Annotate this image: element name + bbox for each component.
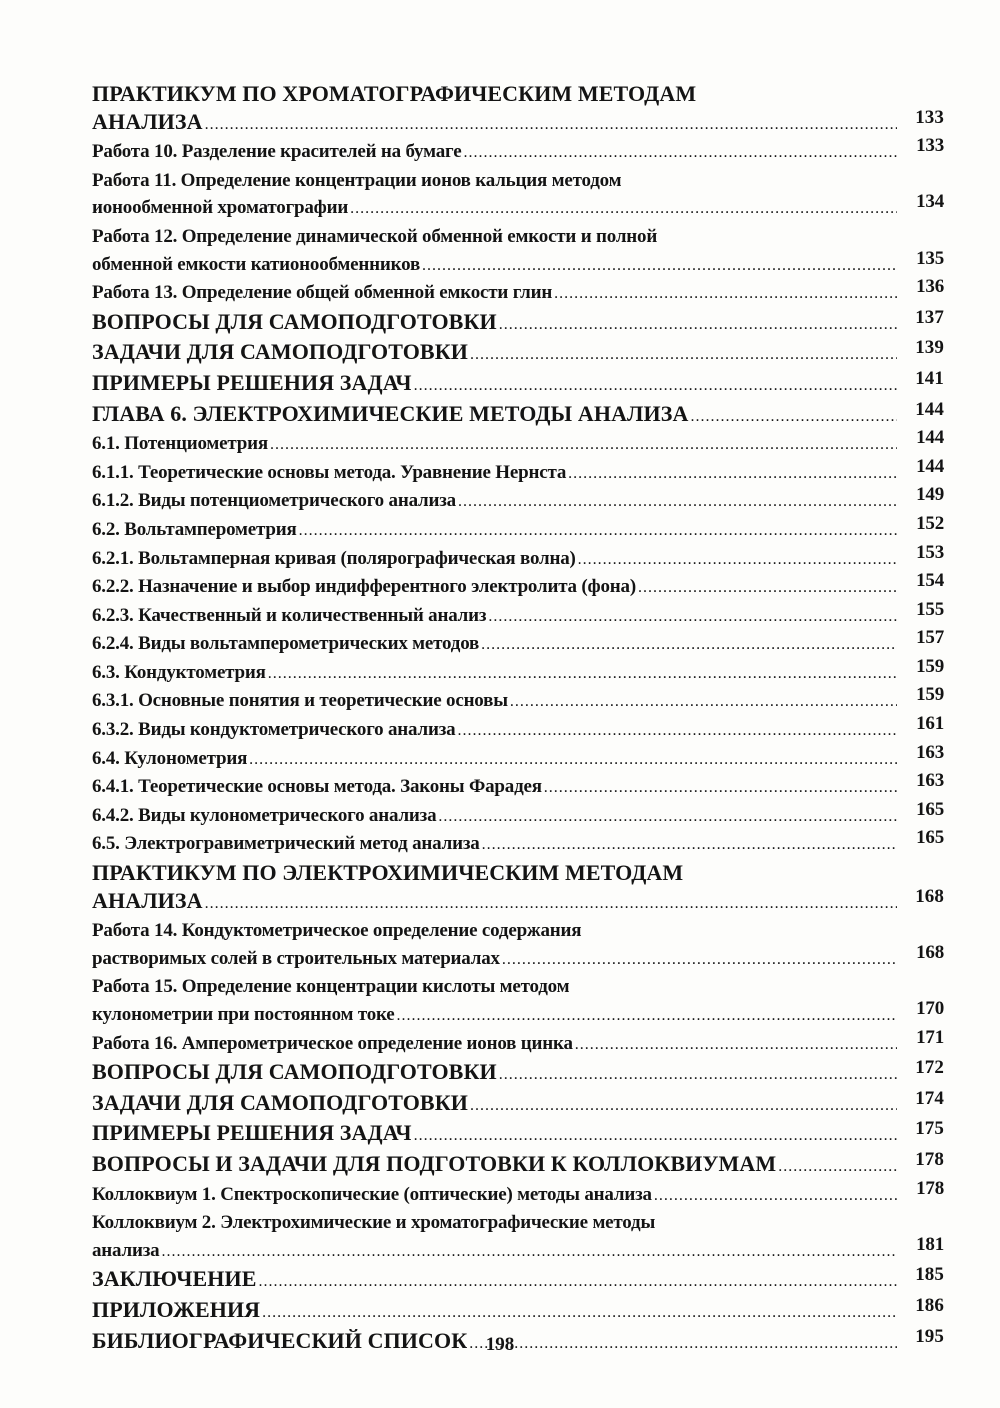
toc-entry-line (92, 941, 944, 974)
toc-entry-page: 144 (915, 398, 944, 420)
toc-entry-line (92, 276, 944, 308)
toc-entry (92, 276, 944, 308)
toc-entry-title: ионообменной хроматографии (92, 197, 349, 219)
toc-entry-title: 6.4.1. Теоретические основы метода. Законы Фарадея (92, 776, 542, 798)
toc-entry-title: растворимых солей в строительных материалах (92, 947, 500, 969)
toc-entry (92, 541, 944, 574)
toc-entry (92, 917, 944, 973)
toc-entry-page: 195 (915, 1325, 944, 1347)
toc-entry-page: 165 (916, 827, 944, 849)
toc-entry-page: 157 (916, 627, 944, 649)
dot-leader (350, 195, 897, 223)
dot-leader (554, 280, 897, 308)
dot-leader (205, 111, 897, 139)
dot-leader (161, 1238, 897, 1266)
table-of-contents (92, 80, 944, 1357)
toc-entry-line (92, 108, 944, 139)
toc-entry (92, 1265, 944, 1296)
page-number: 198 (485, 1334, 515, 1355)
toc-entry (92, 1150, 944, 1181)
dot-leader (205, 890, 897, 918)
dot-leader (499, 311, 897, 339)
toc-entry-line (92, 1058, 944, 1089)
toc-entry-page: 154 (916, 570, 944, 592)
toc-entry-title: ВОПРОСЫ ДЛЯ САМОПОДГОТОВКИ (92, 308, 497, 334)
toc-entry (92, 80, 944, 138)
dot-leader (690, 403, 897, 431)
toc-entry-page: 153 (916, 541, 944, 563)
toc-entry-line (92, 369, 944, 400)
toc-entry-line (92, 1026, 944, 1059)
toc-entry (92, 1177, 944, 1210)
toc-entry (92, 1058, 944, 1089)
toc-entry-page: 168 (916, 941, 944, 963)
toc-entry-page: 172 (915, 1057, 944, 1079)
toc-entry-line (92, 308, 944, 339)
toc-entry-line (92, 135, 944, 167)
toc-entry-page: 144 (916, 455, 944, 477)
toc-entry-line (92, 741, 944, 774)
toc-entry-title: 6.4.2. Виды кулонометрического анализа (92, 804, 437, 826)
toc-entry-page: 186 (915, 1294, 944, 1316)
toc-entry-page: 139 (915, 337, 944, 359)
toc-entry-title: 6.3.1. Основные понятия и теоретические основы (92, 690, 508, 712)
dot-leader (470, 1092, 897, 1120)
dot-leader (568, 460, 897, 488)
toc-entry (92, 859, 944, 917)
dot-leader (299, 517, 897, 545)
toc-entry-page: 170 (916, 998, 944, 1019)
dot-leader (262, 1299, 897, 1327)
toc-entry-title-line: Коллоквиум 2. Электрохимические и хроматографические методы (92, 1212, 656, 1234)
toc-entry (92, 684, 944, 716)
toc-entry-title: Работа 10. Разделение красителей на бумаге (92, 141, 462, 163)
toc-entry-title: АНАЛИЗА (92, 108, 203, 134)
toc-entry-title-line: ПРАКТИКУМ ПО ЭЛЕКТРОХИМИЧЕСКИМ МЕТОДАМ (92, 860, 684, 886)
toc-entry-page: 133 (915, 106, 944, 128)
toc-entry-title: 6.2.3. Качественный и количественный анализ (92, 604, 487, 626)
toc-entry-page: 134 (916, 191, 944, 213)
toc-entry (92, 655, 944, 688)
dot-leader (457, 717, 897, 745)
dot-leader (778, 1153, 897, 1181)
toc-entry (92, 1296, 944, 1327)
toc-entry-title: 6.2.2. Назначение и выбор индифферентного электролита (фона) (92, 576, 636, 598)
toc-entry-line (92, 338, 944, 369)
dot-leader (482, 831, 897, 859)
dot-leader (481, 631, 897, 659)
toc-entry (92, 369, 944, 400)
toc-entry-line (92, 1177, 944, 1210)
toc-entry (92, 1026, 944, 1059)
toc-entry-page: 141 (915, 367, 944, 389)
toc-entry-page: 163 (916, 741, 944, 763)
dot-leader (397, 1002, 897, 1030)
dot-leader (463, 139, 897, 167)
toc-entry-title: Работа 13. Определение общей обменной емкости глин (92, 282, 553, 304)
toc-entry-page: 144 (916, 427, 944, 449)
toc-entry-line (92, 427, 944, 459)
toc-entry-title: обменной емкости катионообменников (92, 253, 421, 275)
toc-entry-line (92, 770, 944, 802)
toc-entry (92, 713, 944, 745)
toc-entry-line (92, 1296, 944, 1327)
toc-entry-line (92, 247, 944, 280)
toc-entry (92, 570, 944, 602)
toc-entry (92, 135, 944, 167)
toc-entry-page: 178 (915, 1148, 944, 1170)
toc-entry-title-line: Работа 11. Определение концентрации ионов кальция методом (92, 169, 622, 191)
toc-entry (92, 455, 944, 488)
dot-leader (458, 488, 897, 516)
toc-entry (92, 338, 944, 369)
dot-leader (575, 1031, 897, 1059)
toc-entry-line (92, 512, 944, 545)
toc-entry-title-line: ПРАКТИКУМ ПО ХРОМАТОГРАФИЧЕСКИМ МЕТОДАМ (92, 81, 697, 106)
dot-leader (414, 372, 897, 400)
dot-leader (268, 660, 897, 688)
toc-entry-page: 161 (916, 713, 944, 735)
toc-entry-title: 6.5. Электрогравиметрический метод анализа (92, 833, 480, 855)
toc-entry-page: 168 (915, 885, 944, 907)
toc-entry-page: 159 (916, 655, 944, 677)
toc-entry (92, 973, 944, 1029)
toc-entry-line (92, 570, 944, 602)
dot-leader (638, 574, 897, 602)
toc-entry-title: кулонометрии при постоянном токе (92, 1004, 395, 1025)
toc-entry-title: 6.4. Кулонометрия (92, 747, 248, 769)
toc-entry-line (92, 455, 944, 488)
dot-leader (270, 431, 897, 459)
toc-entry (92, 484, 944, 516)
toc-entry (92, 223, 944, 279)
toc-entry-line (92, 1265, 944, 1296)
toc-entry (92, 400, 944, 431)
dot-leader (502, 946, 897, 974)
toc-entry-page: 174 (915, 1087, 944, 1109)
toc-entry-title: 6.3. Кондуктометрия (92, 661, 266, 683)
toc-entry-title: анализа (92, 1239, 160, 1261)
dot-leader (422, 252, 897, 280)
dot-leader (488, 603, 897, 631)
toc-entry (92, 1089, 944, 1120)
toc-entry-title: ГЛАВА 6. ЭЛЕКТРОХИМИЧЕСКИЕ МЕТОДЫ АНАЛИЗА (92, 400, 689, 426)
toc-entry-line (92, 684, 944, 716)
toc-entry-title: ЗАДАЧИ ДЛЯ САМОПОДГОТОВКИ (92, 339, 468, 365)
dot-leader (544, 774, 897, 802)
dot-leader (578, 546, 897, 574)
toc-entry-title: ПРИМЕРЫ РЕШЕНИЯ ЗАДАЧ (92, 1120, 412, 1146)
toc-entry-line (92, 1089, 944, 1120)
toc-entry-page: 175 (915, 1118, 944, 1140)
toc-entry-line (92, 998, 944, 1030)
toc-entry-title: 6.1.2. Виды потенциометрического анализа (92, 490, 456, 512)
toc-entry (92, 770, 944, 802)
toc-entry-title: 6.3.2. Виды кондуктометрического анализа (92, 719, 456, 741)
toc-entry-page: 155 (916, 598, 944, 620)
dot-leader (414, 1122, 897, 1150)
toc-entry-title: ПРИЛОЖЕНИЯ (92, 1296, 261, 1322)
toc-entry-line (92, 1119, 944, 1150)
toc-entry-line (92, 541, 944, 574)
toc-entry-page: 133 (916, 135, 944, 157)
dot-leader (510, 688, 897, 716)
toc-entry (92, 512, 944, 545)
toc-entry-line (92, 400, 944, 431)
toc-entry (92, 167, 944, 223)
toc-entry-line (92, 598, 944, 631)
toc-entry-page: 152 (916, 512, 944, 534)
toc-entry (92, 1209, 944, 1265)
toc-entry-page: 178 (916, 1177, 944, 1199)
toc-entry-title: БИБЛИОГРАФИЧЕСКИЙ СПИСОК (92, 1327, 468, 1353)
toc-entry-title: Работа 16. Амперометрическое определение ионов цинка (92, 1032, 573, 1054)
toc-entry-title-line: Работа 15. Определение концентрации кислоты методом (92, 976, 570, 998)
toc-entry-page: 159 (916, 684, 944, 706)
toc-entry-title: 6.1.1. Теоретические основы метода. Уравнение Нернста (92, 461, 567, 483)
toc-entry-line (92, 627, 944, 659)
toc-entry-line (92, 887, 944, 918)
toc-entry-page: 136 (916, 276, 944, 298)
dot-leader (654, 1182, 897, 1210)
toc-entry (92, 827, 944, 859)
toc-entry (92, 308, 944, 339)
toc-entry-title: 6.2.1. Вольтамперная кривая (полярографическая волна) (92, 547, 576, 569)
dot-leader (470, 341, 897, 369)
toc-entry-title: ВОПРОСЫ ДЛЯ САМОПОДГОТОВКИ (92, 1059, 497, 1085)
toc-entry (92, 427, 944, 459)
toc-entry-title-line: Работа 14. Кондуктометрическое определение содержания (92, 920, 582, 942)
toc-entry-title: ВОПРОСЫ И ЗАДАЧИ ДЛЯ ПОДГОТОВКИ К КОЛЛОКВИУМАМ (92, 1150, 777, 1176)
toc-entry-title-line: Работа 12. Определение динамической обменной емкости и полной (92, 225, 658, 247)
toc-entry-page: 137 (915, 306, 944, 328)
toc-entry-page: 171 (916, 1026, 944, 1048)
toc-entry-title: ЗАКЛЮЧЕНИЕ (92, 1266, 257, 1292)
toc-entry-line (92, 1150, 944, 1181)
toc-entry-line (92, 1233, 944, 1266)
toc-entry (92, 798, 944, 831)
toc-entry-line (92, 484, 944, 516)
toc-entry-page: 135 (916, 247, 944, 269)
toc-entry-title: 6.2.4. Виды вольтамперометрических методов (92, 633, 480, 655)
toc-entry-title: Коллоквиум 1. Спектроскопические (оптические) методы анализа (92, 1183, 652, 1205)
dot-leader (438, 803, 897, 831)
toc-entry (92, 627, 944, 659)
toc-entry-line (92, 827, 944, 859)
toc-entry (92, 741, 944, 774)
toc-entry (92, 1119, 944, 1150)
toc-entry-title: ПРИМЕРЫ РЕШЕНИЯ ЗАДАЧ (92, 369, 412, 395)
toc-entry-page: 165 (916, 798, 944, 820)
toc-entry-title: ЗАДАЧИ ДЛЯ САМОПОДГОТОВКИ (92, 1089, 468, 1115)
toc-entry-page: 149 (916, 484, 944, 506)
dot-leader (249, 746, 897, 774)
toc-entry-line (92, 191, 944, 223)
toc-entry-title: АНАЛИЗА (92, 887, 203, 913)
toc-entry-page: 163 (916, 770, 944, 792)
toc-entry-page: 185 (915, 1264, 944, 1286)
toc-entry-page: 181 (916, 1233, 944, 1255)
dot-leader (259, 1268, 898, 1296)
toc-entry-title: 6.2. Вольтамперометрия (92, 518, 297, 540)
toc-entry (92, 598, 944, 631)
dot-leader (499, 1061, 897, 1089)
toc-entry-title: 6.1. Потенциометрия (92, 433, 268, 455)
toc-entry-line (92, 713, 944, 745)
toc-entry-line (92, 798, 944, 831)
toc-entry-line (92, 655, 944, 688)
